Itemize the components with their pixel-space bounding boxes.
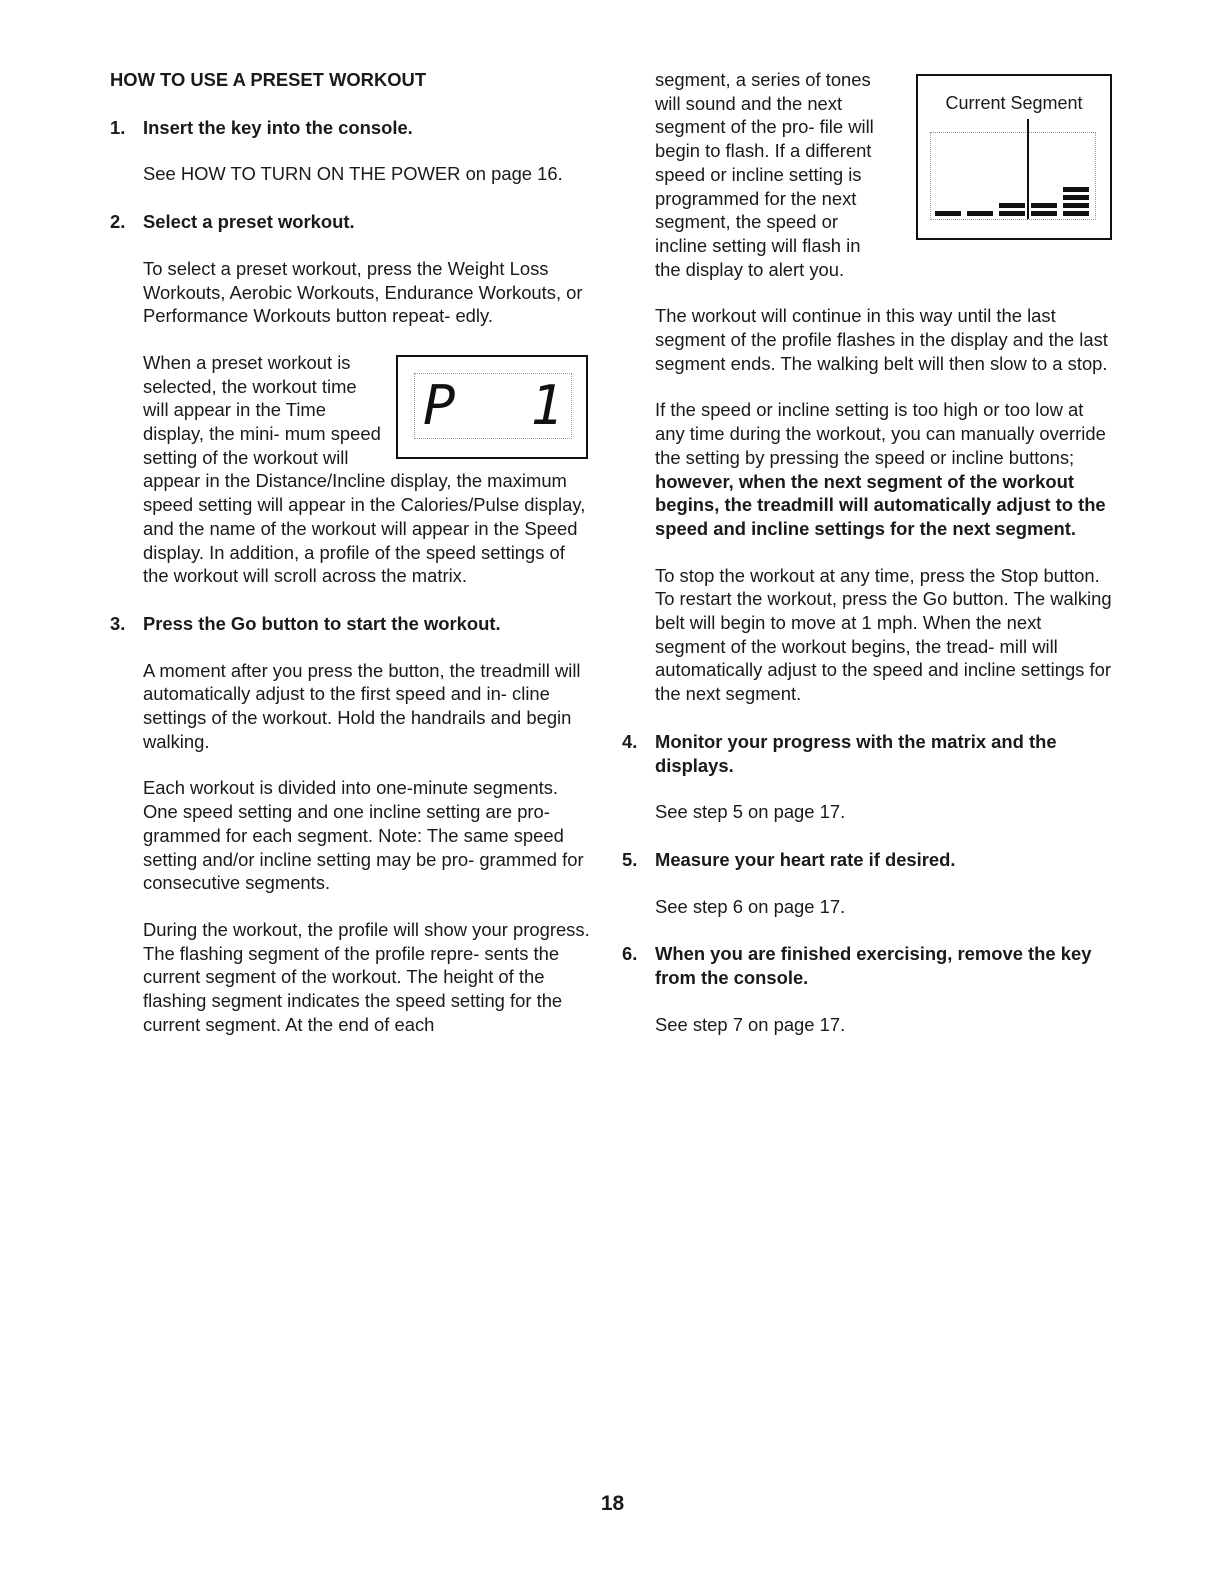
step-4-title — [622, 730, 1112, 777]
step-number: 2. — [110, 211, 126, 233]
step-3-body-2: Each workout is divided into one-minute segments. One speed setting and one incline setting are pro- grammed for each segment. Note: The same speed setting and/or incline setting may be pro- grammed for consecutive segments. — [143, 777, 584, 894]
segment-pointer-line — [1027, 119, 1029, 219]
override-warning: however, when the next segment of the workout begins, the treadmill will automatically adjust to the speed and incline settings for the next segment. — [655, 470, 1106, 539]
step-3-continued-3 — [622, 398, 1112, 540]
step-number: 1. — [110, 116, 126, 138]
step-2-title — [110, 210, 590, 234]
step-3-continued-1: segment, a series of tones will sound and the next segment of the pro- file will begin to flash. If a different speed or incline setting is programmed for the next segment, the speed or incline setting will flash in the display to alert you. — [655, 69, 874, 280]
step-2-body-2: When a preset workout is selected, the workout time will appear in the Time display, the mini- mum speed setting of the workout will appear in the Distance/Incline display, the maximum speed setting will appear in the Calories/Pulse display, and the name of the workout will appear in the Speed display. In addition, a profile of the speed settings of the workout will scroll across the matrix. — [143, 351, 586, 587]
step-title-text: Measure your heart rate if desired. — [655, 848, 956, 870]
step-3-continued-2: The workout will continue in this way until the last segment of the profile flashes in the display and the last segment ends. The walking belt will then slow to a stop. — [655, 305, 1108, 374]
left-column — [110, 68, 590, 1037]
display-letter: P — [423, 373, 456, 437]
step-1-body: See HOW TO TURN ON THE POWER on page 16. — [143, 163, 563, 185]
step-2-body-1: To select a preset workout, press the Weight Loss Workouts, Aerobic Workouts, Endurance Workouts, or Performance Workouts button repeat- edly. — [143, 257, 583, 327]
step-4-body: See step 5 on page 17. — [655, 801, 846, 823]
section-heading: HOW TO USE A PRESET WORKOUT — [110, 69, 427, 90]
current-segment-label: Current Segment — [945, 93, 1083, 113]
matrix-bar — [1063, 187, 1089, 192]
step-title-text: When you are finished exercising, remove the key from the console. — [655, 943, 1092, 989]
page-number: 18 — [600, 1492, 625, 1515]
matrix-bar — [1031, 203, 1057, 208]
step-title-text: Insert the key into the console. — [143, 116, 413, 138]
step-number: 5. — [622, 848, 638, 870]
profile-matrix — [930, 132, 1096, 220]
matrix-bar — [1063, 203, 1089, 208]
step-number: 3. — [110, 612, 126, 634]
step-2-body-2-wrap — [110, 351, 590, 588]
step-6-title — [622, 942, 1112, 989]
step-3-body-3: During the workout, the profile will show your progress. The flashing segment of the profile repre- sents the current segment of the workout. The height of the flashing segment indicates the speed setting for the current segment. At the end of each — [143, 918, 590, 1035]
step-number: 6. — [622, 943, 638, 965]
step-1-title — [110, 116, 590, 140]
step-title-text: Monitor your progress with the matrix and the displays. — [655, 730, 1057, 776]
right-column — [622, 68, 1112, 1037]
current-segment-illustration — [916, 74, 1112, 240]
matrix-bar — [1063, 211, 1089, 216]
workout-display-illustration — [396, 355, 588, 459]
matrix-bar — [999, 203, 1025, 208]
display-window — [414, 373, 572, 439]
step-3-body-1: A moment after you press the button, the treadmill will automatically adjust to the first speed and in- cline settings of the workout. Hold the handrails and begin walking. — [143, 659, 581, 752]
step-5-title — [622, 848, 1112, 872]
step-3-continued-4: To stop the workout at any time, press the Stop button. To restart the workout, press the Go button. The walking belt will begin to move at 1 mph. When the next segment of the workout begins, the tread- mill will automatically adjust to the speed and incline settings for the next segment. — [655, 564, 1112, 705]
matrix-bar — [999, 211, 1025, 216]
step-title-text: Select a preset workout. — [143, 211, 355, 233]
matrix-bar — [967, 211, 993, 216]
display-digit: 1 — [530, 373, 563, 437]
step-5-body: See step 6 on page 17. — [655, 895, 846, 917]
step-number: 4. — [622, 730, 638, 752]
step-3-title — [110, 612, 590, 636]
matrix-bar — [935, 211, 961, 216]
override-text: If the speed or incline setting is too high or too low at any time during the workout, you can manually override the setting by pressing the speed or incline buttons; — [655, 399, 1106, 468]
continuation-wrap — [622, 68, 1112, 281]
matrix-bar — [1063, 195, 1089, 200]
step-title-text: Press the Go button to start the workout. — [143, 612, 501, 634]
matrix-bar — [1031, 211, 1057, 216]
step-6-body: See step 7 on page 17. — [655, 1013, 846, 1035]
